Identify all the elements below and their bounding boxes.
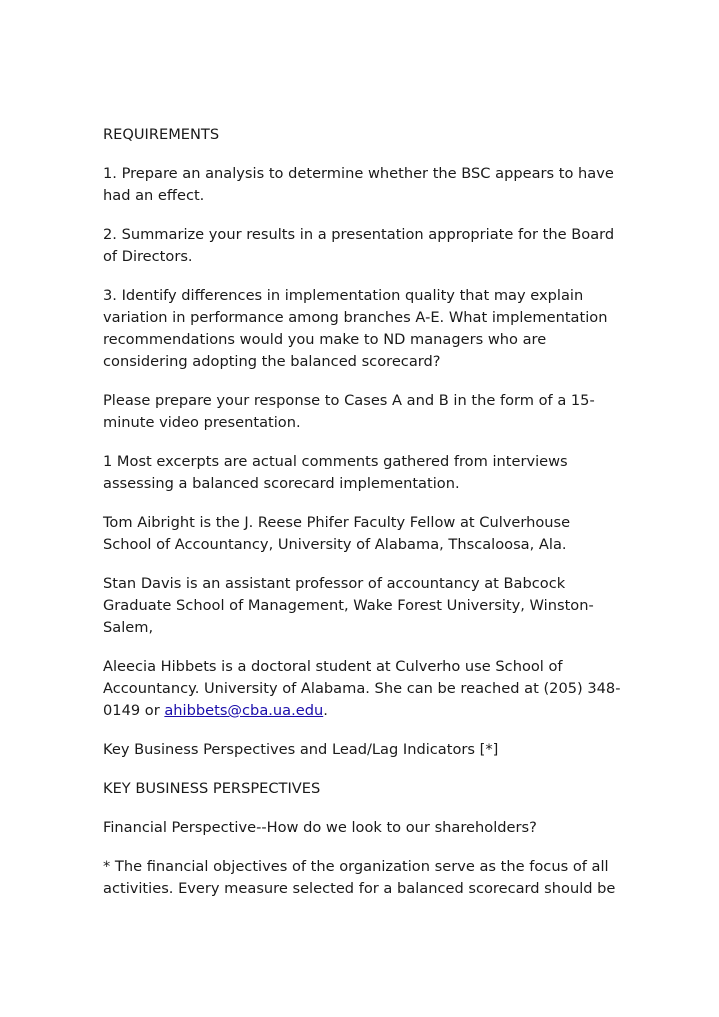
document-body	[103, 124, 623, 917]
requirements-heading: REQUIREMENTS	[103, 126, 220, 143]
requirement-2: 2. Summarize your results in a presentation appropriate for the Board of Directors.	[103, 226, 615, 265]
author-hibbets	[103, 656, 623, 722]
author-hibbets-end: .	[323, 702, 328, 719]
section-title: Key Business Perspectives and Lead/Lag Indicators [*]	[103, 741, 499, 758]
presentation-instructions: Please prepare your response to Cases A and B in the form of a 15-minute video presentation.	[103, 392, 595, 431]
requirement-1: 1. Prepare an analysis to determine whether the BSC appears to have had an effect.	[103, 165, 614, 204]
email-link[interactable]: ahibbets@cba.ua.edu	[164, 702, 324, 719]
section-heading: KEY BUSINESS PERSPECTIVES	[103, 780, 321, 797]
footnote-1: 1 Most excerpts are actual comments gathered from interviews assessing a balanced scorecard implementation.	[103, 453, 568, 492]
financial-perspective-body: * The financial objectives of the organization serve as the focus of all activities. Every measure selected for a balanced scorecard should be	[103, 858, 616, 897]
author-albright: Tom Aibright is the J. Reese Phifer Faculty Fellow at Culverhouse School of Accountancy, University of Alabama, Thscaloosa, Ala.	[103, 514, 571, 553]
author-hibbets-text: Aleecia Hibbets is a doctoral student at Culverho use School of Accountancy. University of Alabama. She can be reached at (205) 348-0149 or	[103, 658, 621, 719]
financial-perspective-title: Financial Perspective--How do we look to our shareholders?	[103, 819, 537, 836]
author-davis: Stan Davis is an assistant professor of accountancy at Babcock Graduate School of Management, Wake Forest University, Winston-Salem,	[103, 575, 594, 636]
requirement-3: 3. Identify differences in implementation quality that may explain variation in performance among branches A-E. What implementation recommendations would you make to ND managers who are considering adopting the balanced scorecard?	[103, 287, 608, 370]
